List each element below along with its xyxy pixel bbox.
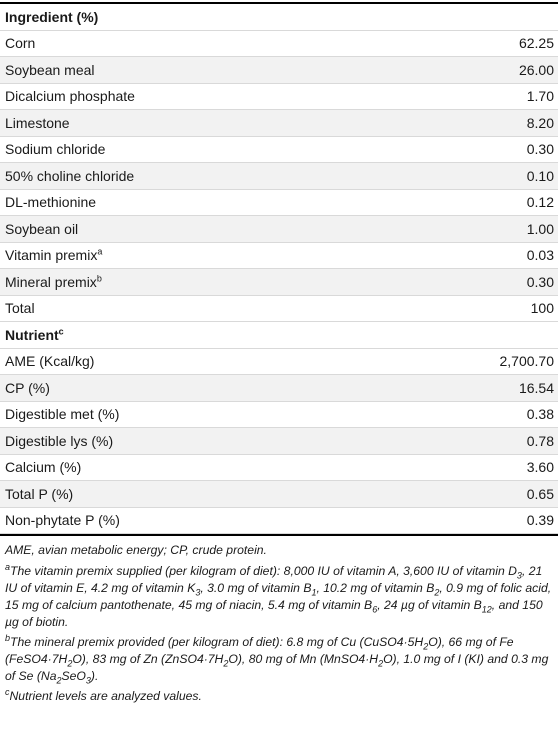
ingredient-name: DL-methionine bbox=[5, 194, 97, 211]
footnote-mark: b bbox=[96, 273, 102, 284]
nutrient-name: Calcium (%) bbox=[5, 459, 82, 476]
ingredient-value: 0.30 bbox=[526, 141, 554, 158]
footnote-a: $^a$The vitamin premix supplied (per kilogram of diet): 8,000 IU of vitamin A, 3,600 IU of vitamin $D_3$, 21 IU of vitamin E, 4.2 mg of vitamin $K_3$, 3.0 mg of vitamin $B_1$, 10.2 mg of vitamin $B_2$, 0.9 mg of folic acid, 15 mg of calcium pantothenate, 45 mg of niacin, 5.4 mg of vitamin $B_6$, 24 µg of vitamin $B_{12}$, and 150 µg of biotin. bbox=[5, 561, 552, 629]
nutrient-value: 16.54 bbox=[518, 379, 554, 396]
ingredient-row bbox=[0, 57, 558, 84]
nutrient-header: Nutrient$^c$ bbox=[5, 326, 64, 343]
ingredient-value: 1.00 bbox=[526, 220, 554, 237]
ingredient-name: Dicalcium phosphate bbox=[5, 88, 135, 105]
ingredient-value: 0.10 bbox=[526, 167, 554, 184]
footnote-mark: a bbox=[97, 246, 103, 257]
ingredient-row bbox=[0, 31, 558, 58]
ingredient-row bbox=[0, 216, 558, 243]
ingredient-value: 0.30 bbox=[526, 273, 554, 290]
ingredient-row bbox=[0, 296, 558, 323]
ingredient-name: Total bbox=[5, 300, 35, 317]
ingredient-header-row bbox=[0, 4, 558, 31]
nutrient-row bbox=[0, 455, 558, 482]
ingredient-value: 26.00 bbox=[518, 61, 554, 78]
ingredient-value: 0.03 bbox=[526, 247, 554, 264]
nutrient-row bbox=[0, 428, 558, 455]
ingredient-name: Limestone bbox=[5, 114, 70, 131]
ingredient-row bbox=[0, 110, 558, 137]
ingredient-value: 62.25 bbox=[518, 35, 554, 52]
ingredient-row bbox=[0, 190, 558, 217]
nutrient-rows bbox=[0, 349, 558, 535]
ingredient-row bbox=[0, 269, 558, 296]
nutrient-value: 0.65 bbox=[526, 485, 554, 502]
nutrient-footnote-mark: c bbox=[58, 326, 64, 337]
nutrient-name: AME (Kcal/kg) bbox=[5, 353, 95, 370]
ingredient-header: Ingredient (%) bbox=[5, 8, 99, 25]
nutrient-value: 2,700.70 bbox=[499, 353, 554, 370]
ingredient-name: 50% choline chloride bbox=[5, 167, 135, 184]
ingredient-name: Sodium chloride bbox=[5, 141, 106, 158]
nutrient-value: 0.38 bbox=[526, 406, 554, 423]
nutrient-value: 3.60 bbox=[526, 459, 554, 476]
ingredient-value: 100 bbox=[530, 300, 554, 317]
footnote-b: $^b$The mineral premix provided (per kilogram of diet): 6.8 mg of Cu $(CuSO4\cdot 5H_2O)$, 66 mg of Fe $(FeSO4\cdot 7H_2O)$, 83 mg of Zn $(ZnSO4\cdot 7H_2O)$, 80 mg of Mn $(MnSO4\cdot H_2O)$, 1.0 mg of I (KI) and 0.3 mg of Se $(Na_2SeO_3)$. bbox=[5, 632, 549, 685]
ingredient-name: Soybean oil bbox=[5, 220, 79, 237]
ingredient-value: 0.12 bbox=[526, 194, 554, 211]
nutrient-row bbox=[0, 508, 558, 535]
ingredient-name: Vitamin premix bbox=[5, 247, 98, 264]
ingredient-row bbox=[0, 137, 558, 164]
ingredient-row bbox=[0, 163, 558, 190]
ingredient-row bbox=[0, 84, 558, 111]
footnotes bbox=[0, 536, 558, 705]
nutrient-name: Digestible lys (%) bbox=[5, 432, 114, 449]
nutrient-row bbox=[0, 402, 558, 429]
ingredient-row bbox=[0, 243, 558, 270]
nutrient-row bbox=[0, 481, 558, 508]
footnote-c: $^c$Nutrient levels are analyzed values. bbox=[5, 686, 202, 703]
nutrient-row bbox=[0, 375, 558, 402]
footnote-abbreviations: AME, avian metabolic energy; CP, crude protein. bbox=[5, 542, 267, 557]
diet-composition-table bbox=[0, 2, 558, 705]
ingredient-rows bbox=[0, 31, 558, 323]
nutrient-value: 0.78 bbox=[526, 432, 554, 449]
nutrient-name: Digestible met (%) bbox=[5, 406, 120, 423]
nutrient-header-row bbox=[0, 322, 558, 349]
nutrient-value: 0.39 bbox=[526, 512, 554, 529]
ingredient-name: Mineral premix bbox=[5, 273, 97, 290]
ingredient-value: 1.70 bbox=[526, 88, 554, 105]
nutrient-name: Non-phytate P (%) bbox=[5, 512, 120, 529]
ingredient-name: Corn bbox=[5, 35, 36, 52]
nutrient-row bbox=[0, 349, 558, 376]
nutrient-name: Total P (%) bbox=[5, 485, 74, 502]
ingredient-value: 8.20 bbox=[526, 114, 554, 131]
ingredient-name: Soybean meal bbox=[5, 61, 95, 78]
nutrient-name: CP (%) bbox=[5, 379, 50, 396]
